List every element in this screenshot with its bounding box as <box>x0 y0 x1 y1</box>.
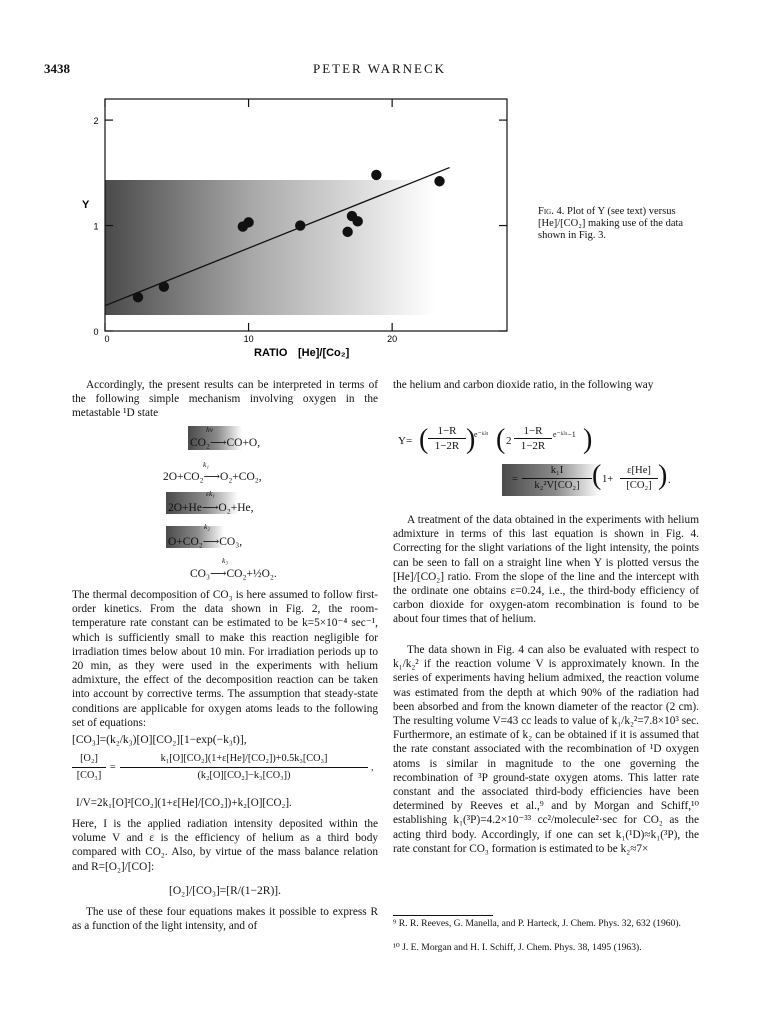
paragraph-treatment-text: A treatment of the data obtained in the experiments with helium admixture in terms of this last equation is shown in Fig. 4. Correcting for the slight variations of the light intensity, the points can be seen to fall on a straight line when Y is plotted versus the [He]/[CO₂] ratio. From the slope of the line and the intercept with the ordinate one obtains ε=0.24, i.e., the third-body efficiency of carbon dioxide for oxygen-atom recombination is found to be about four times that of helium. <box>393 514 699 626</box>
running-head: PETER WARNECK <box>313 61 447 76</box>
data-point <box>434 176 444 186</box>
eqY-f2-num: 1−R <box>523 425 543 437</box>
paragraph-here-text: Here, I is the applied radiation intensity deposited within the volume V and ε is the efficiency of helium as a third body compared with CO₂. Also, by virtue of the mass balance relation and R=[O₂]/[CO]: <box>72 818 378 873</box>
y-tick-label: 2 <box>93 116 99 127</box>
eqY-c-den: [CO₂] <box>626 480 652 491</box>
paragraph-cont: the helium and carbon dioxide ratio, in the following way <box>393 379 654 391</box>
reaction-1-over: hν <box>206 425 214 434</box>
reaction-3-text: 2O+He⟶O₂+He, <box>168 502 254 514</box>
y-axis-label: Y <box>82 199 90 211</box>
paragraph-thermal <box>72 588 378 730</box>
reaction-5-over: k₃ <box>222 556 228 565</box>
data-point <box>342 227 352 237</box>
footnote-rule <box>393 915 493 916</box>
data-point <box>295 220 305 230</box>
eqY-exp1: e⁻ᵏ³ᵗ <box>474 430 489 439</box>
data-point <box>243 217 253 227</box>
eqY-eq: = <box>512 474 518 485</box>
paragraph-use-text: The use of these four equations makes it possible to express R as a function of the light intensity, and of <box>72 906 378 933</box>
reaction-2-text: 2O+CO₂⟶O₂+CO₂, <box>163 471 262 483</box>
data-point <box>133 292 143 302</box>
reaction-4-text: O+CO₂⟶CO₃, <box>168 536 243 548</box>
figure-caption <box>538 206 713 242</box>
equation-3: I/V=2k₁[O]²[CO₂](1+ε[He]/[CO₂])+k₂[O][CO₂]. <box>76 797 292 809</box>
eq2-lhs-num: [O₂] <box>80 753 98 764</box>
caption-fig-label: Fig. 4. <box>538 206 565 217</box>
eqY-two: 2 <box>506 435 512 447</box>
reaction-2-over: k₁ <box>203 460 209 469</box>
eqY-c: 1+ <box>602 474 614 485</box>
x-tick-label: 20 <box>387 334 398 344</box>
equation-2: [O₂] [CO₃] = k₁[O][CO₂](1+ε[He]/[CO₂])+0.5k₃[CO₃] (k₂[O][CO₂]−k₃[CO₃]) , <box>72 752 402 786</box>
paragraph-data <box>393 643 699 856</box>
paragraph-thermal-text: The thermal decomposition of CO₃ is here assumed to follow first-order kinetics. From the data shown in Fig. 2, the room-temperature rate constant can be estimated to be k=5×10⁻⁴ sec⁻¹, which is sufficiently small to make this reaction negligible for irradiation times below about 10 min. For irradiation periods up to 20 min, as they were used in the experiments with helium admixture, the effect of the decomposition reaction can be taken into account by corrective terms. The assumption that steady-state conditions are applicable for oxygen atoms leads to the following set of equations: <box>72 589 378 729</box>
reaction-4-over: k₂ <box>204 522 210 531</box>
reaction-1-text: CO₂⟶CO+O, <box>190 437 261 449</box>
data-point <box>159 282 169 292</box>
reaction-5-text: CO₃⟶CO₂+½O₂. <box>190 568 277 580</box>
caption-text: Plot of Y (see text) versus [He]/[CO₂] making use of the data shown in Fig. 3. <box>538 206 684 241</box>
equation-Y: Y= ( 1−R 1−2R ) e⁻ᵏ³ᵗ ( 2 1−R 1−2R e⁻ᵏ³ᵗ−1 ) <box>398 424 593 455</box>
x-tick-label: 10 <box>243 334 254 344</box>
reaction-3-over: εk₁ <box>206 489 215 498</box>
x-axis-label-ratio: RATIO <box>254 347 288 359</box>
eq2-lhs-den: [CO₃] <box>76 770 102 781</box>
eq2-rhs-num: k₁[O][CO₂](1+ε[He]/[CO₂])+0.5k₃[CO₃] <box>160 753 328 764</box>
x-tick-label: 0 <box>104 334 110 344</box>
eqY-f1-den: 1−2R <box>434 440 460 452</box>
equation-4: [O₂]/[CO₃]=[R/(1−2R)]. <box>168 885 281 897</box>
reaction-4 <box>168 524 298 546</box>
paragraph-treatment <box>393 513 699 627</box>
paragraph-data-text: The data shown in Fig. 4 can also be evaluated with respect to k₁/k₂² if the reaction volume V is approximately known. In the series of experiments having helium admixed, the reaction volume was estimated from the depth at which 90% of the radiation had been absorbed and from the known diameter of the reactor (2 cm). The resulting volume V=43 cc leads to value of k₁/k₂²=7.8×10³ sec. Furthermore, an estimate of k₂ can be obtained if it is assumed that the rate constant associated with the recombination of ¹D oxygen atoms is similar in magnitude to the one governing the recombination of ³P ground-state oxygen atoms. This latter rate constant and the associated third-body efficiencies have been determined by Reeves et al.,⁹ and by Morgan and Schiff,¹⁰ establishing k₁(³P)=4.2×10⁻³³ cc²/molecule²·sec for CO₂ as the acting third body. Accordingly, if one can set k₁(¹D)≈k₁(³P), the rate constant for CO₃ formation is estimated to be k₂≈7× <box>393 644 699 855</box>
equation-Y-rhs: = k₁I k₂²V[CO₂] ( 1+ ε[He] [CO₂] ) . <box>500 462 700 498</box>
paragraph-here <box>72 817 378 874</box>
footnote-9: ⁹ R. R. Reeves, G. Manella, and P. Harteck, J. Chem. Phys. 32, 632 (1960). <box>393 918 681 929</box>
eqY-b-num: k₁I <box>550 465 564 476</box>
data-point <box>371 170 381 180</box>
data-point <box>352 216 362 226</box>
scan-shading <box>105 180 435 315</box>
eqY-f1-num: 1−R <box>437 425 457 437</box>
figure-4-plot <box>76 90 516 370</box>
paragraph-use <box>72 905 378 933</box>
right-column <box>393 378 699 392</box>
left-column <box>72 378 378 421</box>
reaction-3 <box>168 490 318 512</box>
reaction-1 <box>190 425 300 450</box>
eqY-c-num: ε[He] <box>627 465 651 476</box>
eqY-exp2: e⁻ᵏ³ᵗ−1 <box>553 430 576 439</box>
equation-1: [CO₃]=(k₂/k₃)[O][CO₂][1−exp(−k₃t)], <box>72 734 247 746</box>
reaction-5 <box>190 556 300 578</box>
page-number: 3438 <box>44 61 70 76</box>
paragraph-intro: Accordingly, the present results can be interpreted in terms of the following simple mechanism involving oxygen in the metastable ¹D state <box>72 379 378 420</box>
eqY-b-den: k₂²V[CO₂] <box>534 480 580 491</box>
eqY-a: Y= <box>398 435 413 447</box>
eq2-rhs-den: (k₂[O][CO₂]−k₃[CO₃]) <box>197 770 291 781</box>
y-tick-label: 1 <box>93 221 99 232</box>
y-tick-label: 0 <box>93 327 99 337</box>
eqY-f2-den: 1−2R <box>520 440 546 452</box>
x-axis-label-expr: [He]/[Co₂] <box>298 347 350 359</box>
footnote-10: ¹⁰ J. E. Morgan and H. I. Schiff, J. Chem. Phys. 38, 1495 (1963). <box>393 942 642 953</box>
reaction-2 <box>163 460 313 483</box>
